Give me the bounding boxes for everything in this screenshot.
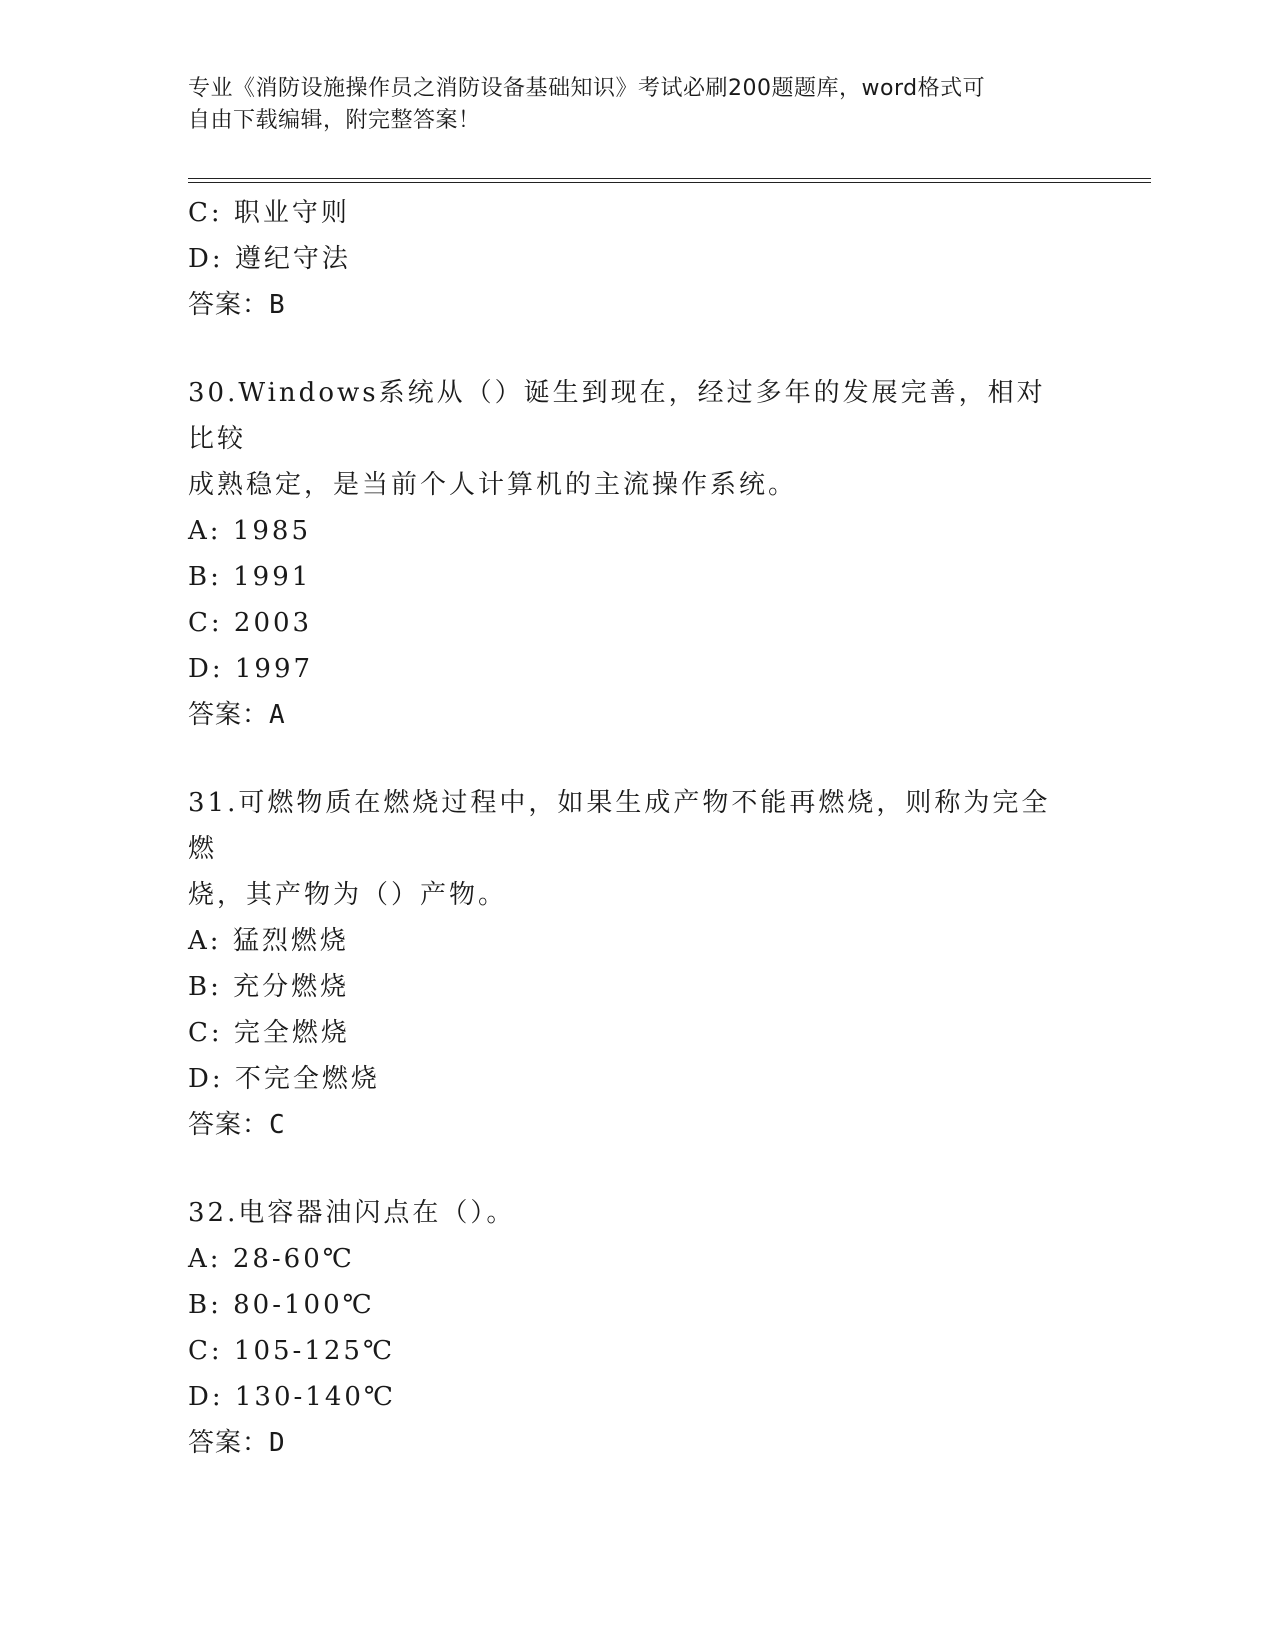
option-label: D: [188, 1064, 224, 1094]
answer-line [188, 692, 1088, 738]
question-stem-line-1: 30.Windows系统从（）诞生到现在，经过多年的发展完善，相对比较 [188, 378, 1046, 454]
question-stem [188, 1190, 1068, 1236]
answer-label: 答案： [188, 1110, 270, 1140]
header-double-rule [188, 178, 1151, 183]
option-label: C: [188, 1018, 223, 1048]
option-a [188, 918, 1088, 964]
option-text: 职业守则 [233, 198, 350, 228]
question-stem-line-2: 烧，其产物为（）产物。 [188, 880, 508, 910]
option-text: 遵纪守法 [234, 244, 351, 274]
answer-line [188, 282, 1088, 328]
option-text: 1985 [232, 516, 311, 546]
answer-value: A [269, 700, 286, 730]
option-label: C: [188, 198, 223, 228]
option-a [188, 508, 1088, 554]
option-c [188, 190, 1088, 236]
option-d [188, 1056, 1088, 1102]
option-label: A: [188, 516, 222, 546]
option-text: 80-100℃ [233, 1290, 375, 1320]
option-c [188, 1010, 1088, 1056]
answer-line [188, 1420, 1088, 1466]
option-text: 28-60℃ [232, 1244, 355, 1274]
question-list [188, 190, 1088, 1466]
option-d [188, 646, 1088, 692]
option-b [188, 964, 1088, 1010]
option-text: 不完全燃烧 [234, 1064, 380, 1094]
option-label: B: [188, 562, 222, 592]
option-label: D: [188, 244, 224, 274]
answer-label: 答案： [188, 290, 270, 320]
option-text: 130-140℃ [234, 1382, 396, 1412]
question-32 [188, 1190, 1088, 1466]
option-label: D: [188, 1382, 224, 1412]
question-stem [188, 370, 1068, 508]
question-stem-line-2: 成熟稳定，是当前个人计算机的主流操作系统。 [188, 470, 798, 500]
option-b [188, 554, 1088, 600]
option-a [188, 1236, 1088, 1282]
option-label: A: [188, 1244, 222, 1274]
option-label: D: [188, 654, 224, 684]
question-stem [188, 780, 1068, 918]
option-c [188, 1328, 1088, 1374]
option-text: 1991 [233, 562, 312, 592]
answer-line [188, 1102, 1088, 1148]
answer-label: 答案： [188, 1428, 270, 1458]
option-text: 2003 [233, 608, 313, 638]
answer-value: B [269, 290, 286, 320]
option-label: C: [188, 608, 223, 638]
option-d [188, 1374, 1088, 1420]
question-stem-line-1: 31.可燃物质在燃烧过程中，如果生成产物不能再燃烧，则称为完全燃 [188, 788, 1051, 864]
option-c [188, 600, 1088, 646]
answer-value: C [269, 1110, 286, 1140]
option-label: B: [188, 1290, 222, 1320]
option-label: B: [188, 972, 222, 1002]
option-text: 105-125℃ [233, 1336, 396, 1366]
question-30 [188, 370, 1088, 738]
option-text: 充分燃烧 [233, 972, 350, 1002]
option-text: 1997 [234, 654, 314, 684]
spacer [188, 738, 1088, 780]
option-b [188, 1282, 1088, 1328]
header-title-line-2: 自由下载编辑，附完整答案！ [188, 108, 481, 133]
answer-value: D [269, 1428, 286, 1458]
option-d [188, 236, 1088, 282]
question-31 [188, 780, 1088, 1148]
question-29-tail [188, 190, 1088, 328]
spacer [188, 1148, 1088, 1190]
option-label: C: [188, 1336, 223, 1366]
option-text: 完全燃烧 [233, 1018, 350, 1048]
option-text: 猛烈燃烧 [232, 926, 349, 956]
option-label: A: [188, 926, 222, 956]
document-header [188, 73, 1088, 137]
header-title-line-1: 专业《消防设施操作员之消防设备基础知识》考试必刷200题题库，word格式可 [188, 76, 986, 101]
question-stem-line-1: 32.电容器油闪点在（）。 [188, 1198, 516, 1228]
spacer [188, 328, 1088, 370]
answer-label: 答案： [188, 700, 270, 730]
